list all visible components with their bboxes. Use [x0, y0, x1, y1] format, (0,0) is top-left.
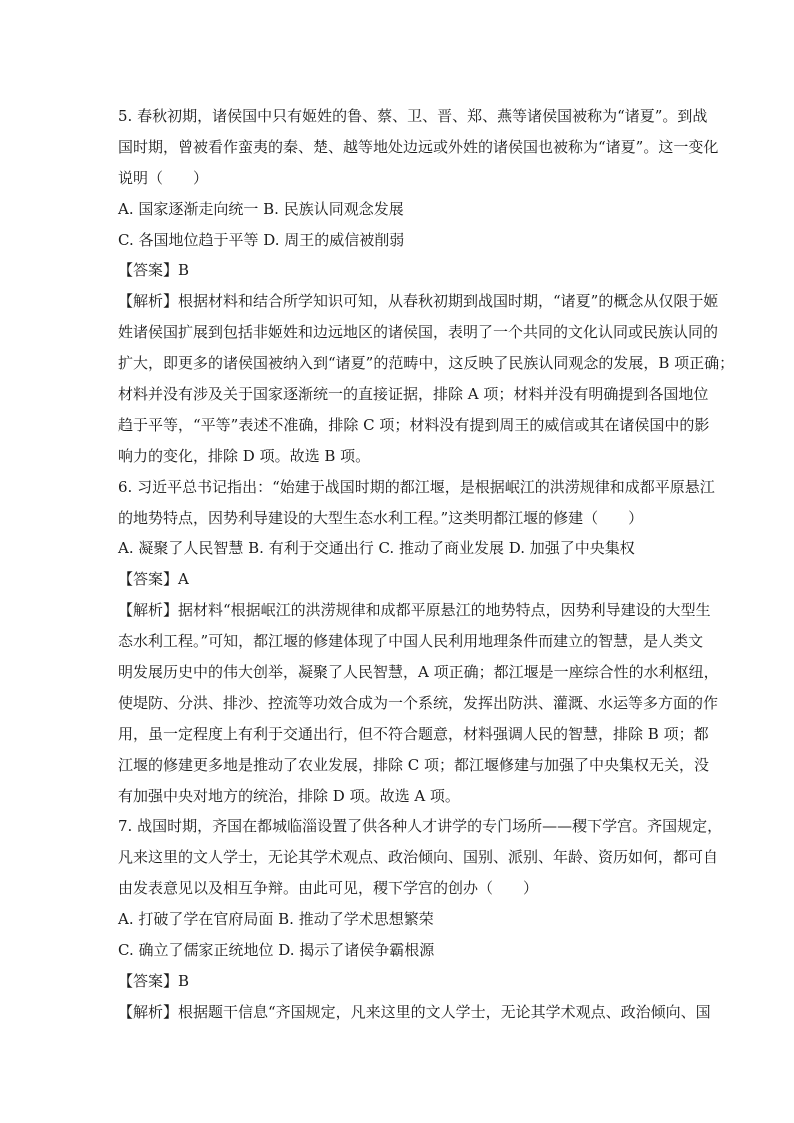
question-6-analysis-line-4: 使堤防、分洪、排沙、控流等功效合成为一个系统，发挥出防洪、灌溉、水运等多方面的作: [118, 693, 719, 712]
question-5-answer: 【答案】B: [118, 261, 190, 280]
question-6-analysis-line-1: 【解析】据材料“根据岷江的洪涝规律和成都平原悬江的地势特点，因势利导建设的大型生: [118, 601, 711, 620]
question-6-stem-line-1: 6. 习近平总书记指出：“始建于战国时期的都江堰，是根据岷江的洪涝规律和成都平原悬江: [118, 477, 715, 496]
question-6-options: A. 凝聚了人民智慧 B. 有利于交通出行 C. 推动了商业发展 D. 加强了中央集权: [118, 539, 635, 558]
question-7-stem-line-3: 由发表意见以及相互争辩。由此可见，稷下学宫的创办（ ）: [118, 879, 539, 898]
question-6-analysis-line-3: 明发展历史中的伟大创举，凝聚了人民智慧，A 项正确；都江堰是一座综合性的水利枢纽，: [118, 663, 719, 682]
question-6-analysis-line-2: 态水利工程。”可知，都江堰的修建体现了中国人民利用地理条件而建立的智慧，是人类文: [118, 632, 704, 651]
question-6-answer: 【答案】A: [118, 570, 189, 589]
question-6-analysis-line-7: 有加强中央对地方的统治，排除 D 项。故选 A 项。: [118, 786, 460, 805]
question-7-stem-line-1: 7. 战国时期，齐国在都城临淄设置了供各种人才讲学的专门场所——稷下学宫。齐国规定，: [118, 817, 723, 836]
question-5-analysis-line-2: 姓诸侯国扩展到包括非姬姓和边远地区的诸侯国，表明了一个共同的文化认同或民族认同的: [118, 323, 719, 342]
question-5-analysis-line-5: 趋于平等，“平等”表述不准确，排除 C 项；材料没有提到周王的威信或其在诸侯国中的影: [118, 415, 710, 434]
question-7-answer: 【答案】B: [118, 971, 190, 990]
question-5-stem-line-3: 说明（ ）: [118, 168, 209, 187]
question-6-analysis-line-5: 用，虽一定程度上有利于交通出行，但不符合题意，材料强调人民的智慧，排除 B 项；都: [118, 724, 709, 743]
document-page: [118, 101, 735, 1028]
question-6-analysis-line-6: 江堰的修建更多地是推动了农业发展，排除 C 项；都江堰修建与加强了中央集权无关，没: [118, 755, 710, 774]
question-5-analysis-line-3: 扩大，即更多的诸侯国被纳入到“诸夏”的范畴中，这反映了民族认同观念的发展，B 项正确；: [118, 354, 735, 373]
question-5-analysis-line-6: 响力的变化，排除 D 项。故选 B 项。: [118, 446, 371, 465]
question-5-analysis-line-1: 【解析】根据材料和结合所学知识可知，从春秋初期到战国时期，“诸夏”的概念从仅限于姬: [118, 292, 719, 311]
question-6-stem-line-2: 的地势特点，因势利导建设的大型生态水利工程。”这类明都江堰的修建（ ）: [118, 508, 644, 527]
question-5-stem-line-2: 国时期，曾被看作蛮夷的秦、楚、越等地处边远或外姓的诸侯国也被称为“诸夏”。这一变化: [118, 137, 719, 156]
question-7-options-ab: A. 打破了学在官府局面 B. 推动了学术思想繁荣: [118, 910, 434, 929]
question-7-options-cd: C. 确立了儒家正统地位 D. 揭示了诸侯争霸根源: [118, 941, 435, 960]
question-5-stem-line-1: 5. 春秋初期，诸侯国中只有姬姓的鲁、蔡、卫、晋、郑、燕等诸侯国被称为“诸夏”。到战: [118, 107, 708, 125]
question-5-options-ab: A. 国家逐渐走向统一 B. 民族认同观念发展: [118, 199, 404, 218]
question-5-analysis-line-4: 材料并没有涉及关于国家逐渐统一的直接证据，排除 A 项；材料并没有明确提到各国地位: [118, 385, 709, 404]
question-5-options-cd: C. 各国地位趋于平等 D. 周王的威信被削弱: [118, 230, 405, 249]
question-7-stem-line-2: 凡来这里的文人学士，无论其学术观点、政治倾向、国别、派别、年龄、资历如何，都可自: [118, 848, 719, 867]
question-7-analysis-line-1: 【解析】根据题干信息“齐国规定，凡来这里的文人学士，无论其学术观点、政治倾向、国: [118, 1002, 711, 1021]
